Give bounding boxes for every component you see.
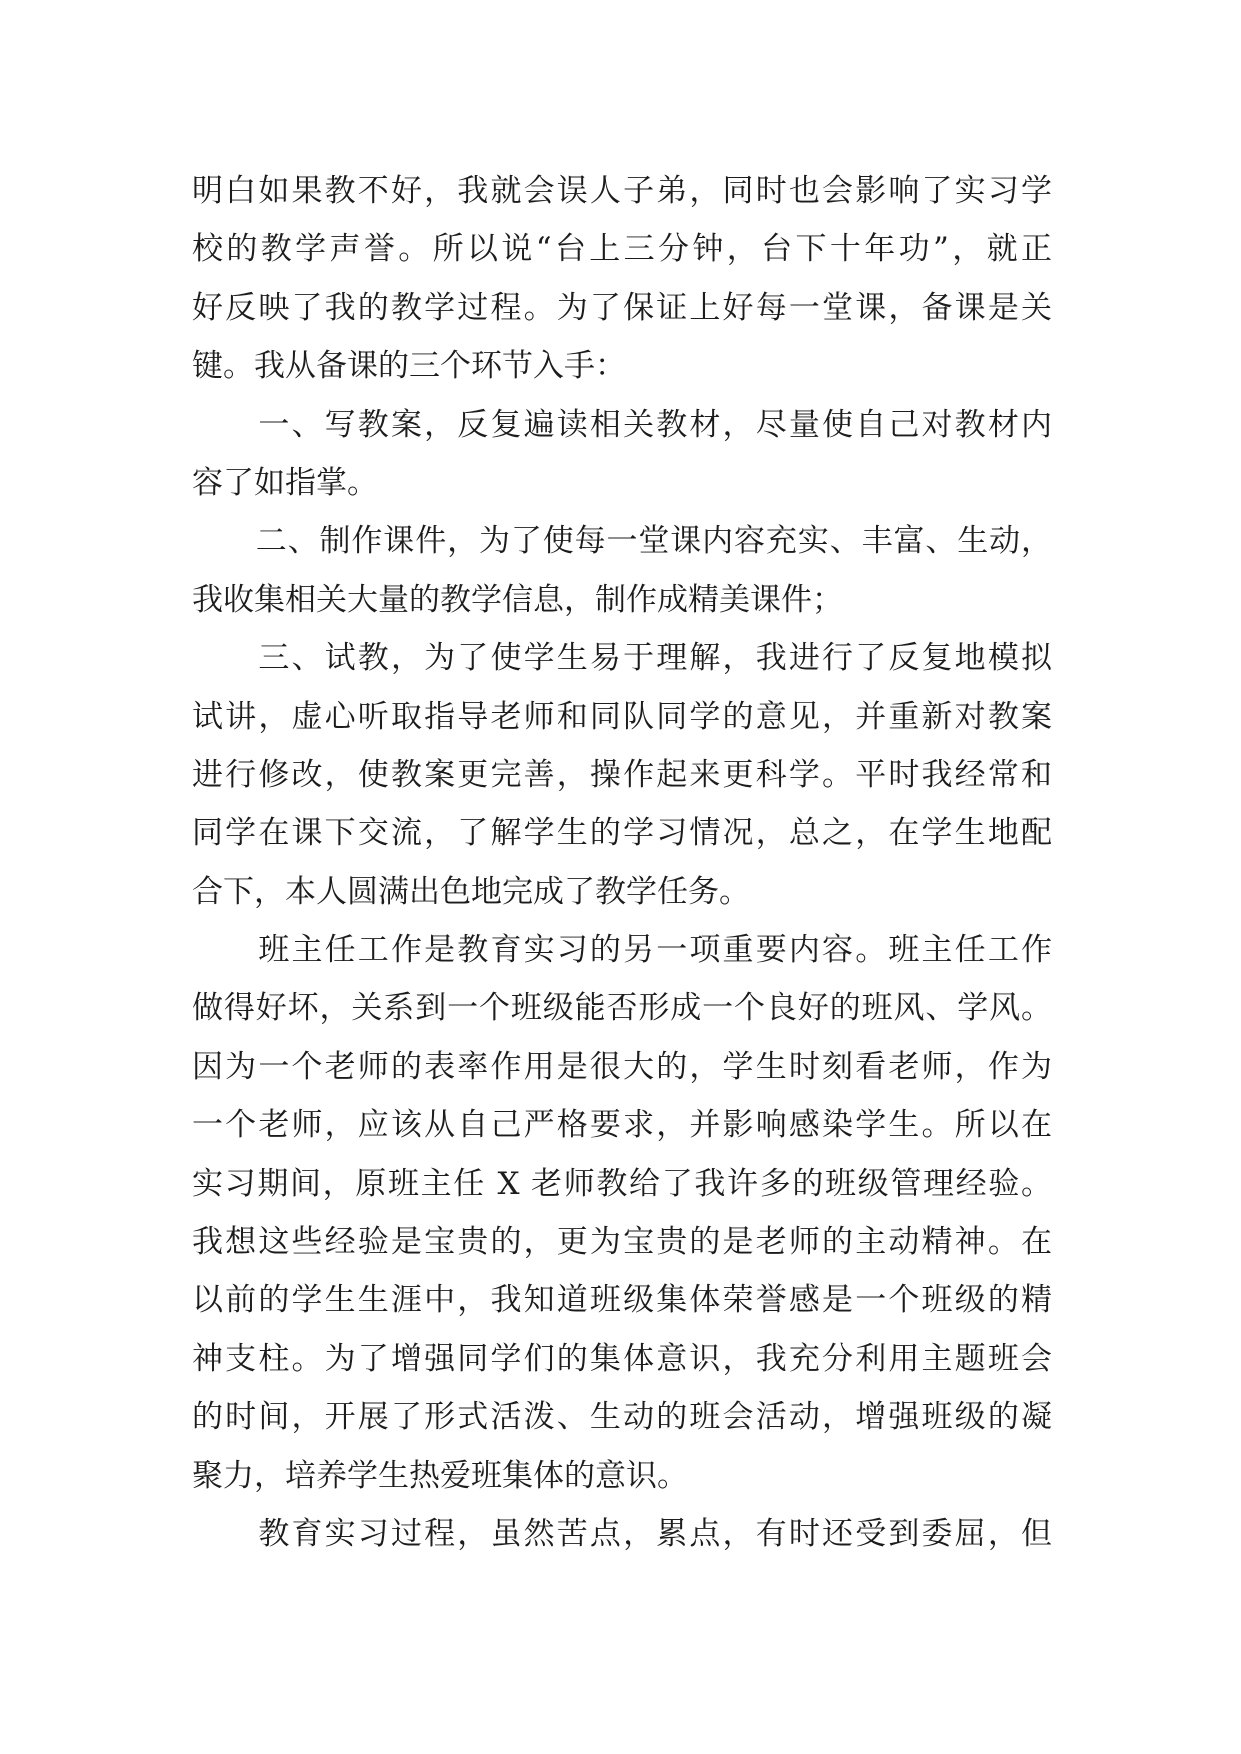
text-line: 的时间，开展了形式活泼、生动的班会活动，增强班级的凝 <box>192 1399 1052 1436</box>
text-line: 教育实习过程，虽然苦点，累点，有时还受到委屈，但 <box>192 1515 1052 1552</box>
text-line: 试讲，虚心听取指导老师和同队同学的意见，并重新对教案 <box>192 698 1052 735</box>
text-line: 神支柱。为了增强同学们的集体意识，我充分利用主题班会 <box>192 1340 1052 1377</box>
text-line: 做得好坏，关系到一个班级能否形成一个良好的班风、学风。 <box>192 990 1052 1027</box>
text-line: 我收集相关大量的教学信息，制作成精美课件； <box>192 581 843 618</box>
text-line: 进行修改，使教案更完善，操作起来更科学。平时我经常和 <box>192 756 1052 793</box>
text-line: 班主任工作是教育实习的另一项重要内容。班主任工作 <box>192 932 1052 969</box>
text-line: 以前的学生生涯中，我知道班级集体荣誉感是一个班级的精 <box>192 1282 1052 1319</box>
body-text <box>192 162 1052 1563</box>
text-line: 聚力，培养学生热爱班集体的意识。 <box>192 1457 688 1494</box>
text-line: 我想这些经验是宝贵的，更为宝贵的是老师的主动精神。在 <box>192 1224 1052 1261</box>
text-line: 容了如指掌。 <box>192 464 378 501</box>
text-line: 三、试教，为了使学生易于理解，我进行了反复地模拟 <box>192 640 1052 677</box>
text-line: 合下，本人圆满出色地完成了教学任务。 <box>192 873 750 910</box>
text-line: 校的教学声誉。所以说“台上三分钟，台下十年功”，就正 <box>192 231 1052 268</box>
text-line: 二、制作课件，为了使每一堂课内容充实、丰富、生动， <box>192 523 1052 560</box>
text-line: 好反映了我的教学过程。为了保证上好每一堂课，备课是关 <box>192 289 1052 326</box>
text-line: 键。我从备课的三个环节入手： <box>192 348 626 385</box>
text-line: 因为一个老师的表率作用是很大的，学生时刻看老师，作为 <box>192 1048 1052 1085</box>
text-line: 一、写教案，反复遍读相关教材，尽量使自己对教材内 <box>192 406 1052 443</box>
text-line: 一个老师，应该从自己严格要求，并影响感染学生。所以在 <box>192 1107 1052 1144</box>
text-line: 明白如果教不好，我就会误人子弟，同时也会影响了实习学 <box>192 173 1052 209</box>
text-line: 同学在课下交流，了解学生的学习情况，总之，在学生地配 <box>192 815 1052 852</box>
text-line: 实习期间，原班主任 X 老师教给了我许多的班级管理经验。 <box>192 1165 1052 1202</box>
